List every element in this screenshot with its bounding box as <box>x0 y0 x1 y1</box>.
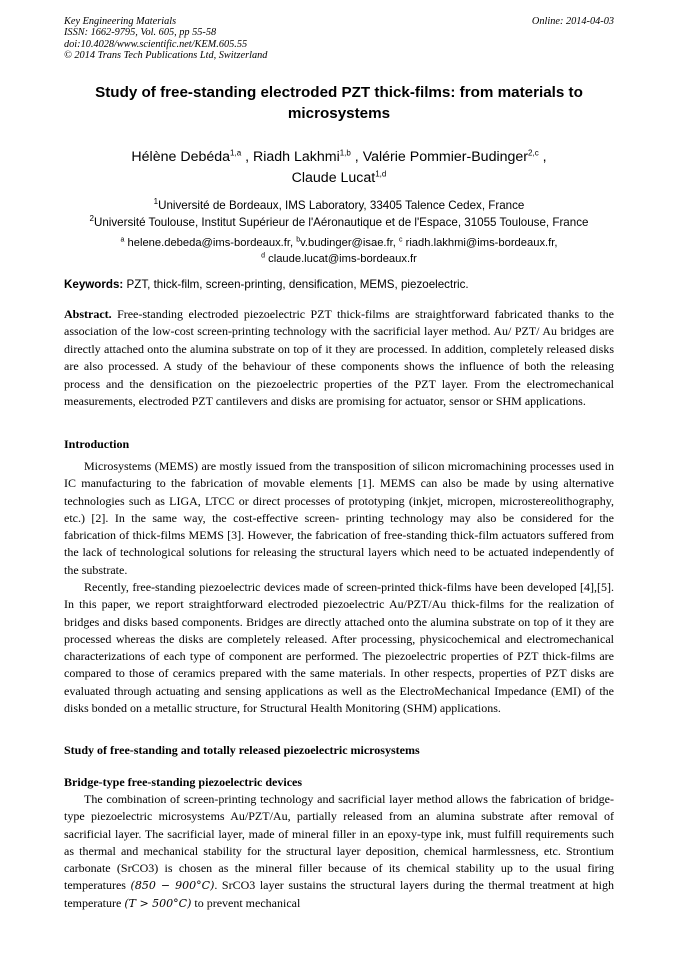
paragraph-text: to prevent mechanical <box>194 895 301 910</box>
author-name: Claude Lucat <box>291 170 376 186</box>
copyright-line: © 2014 Trans Tech Publications Ltd, Switzerland <box>64 50 268 62</box>
author-list: Hélène Debéda$^{1,a}$ , Riadh Lakhmi$^{1,b}$ , Valérie Pommier-Budinger$^{2,c}$ , Claude Lucat$^{1,d}$ <box>131 148 547 186</box>
abstract <box>64 306 614 410</box>
issn-line: ISSN: 1662-9795, Vol. 605, pp 55-58 <box>64 27 217 39</box>
journal-name: Key Engineering Materials <box>64 16 177 27</box>
author-name: Hélène Debéda <box>131 149 231 165</box>
email-sup: b <box>296 236 301 244</box>
author-sup: 2,c <box>528 148 539 158</box>
paragraph-text: The combination of screen-printing technology and sacrificial layer method allows the fabrication of bridge-type piezoelectric microsystems Au/PZT/Au, partially released from an alumina substrate after removal of sacrificial layer. The sacrificial layer, made of mineral filler in an epoxy-type ink, must fulfill requirements such as thermal and mechanical stability for the structural layer deposition, chemical harmlessness, etc. Strontium carbonate (SrCO3) is chosen as the mineral filler because of its chemical stability up to the usual firing temperatures <box>64 792 614 893</box>
section2-paragraph-1 <box>64 791 614 912</box>
author-sup: 1,b <box>339 148 351 158</box>
keywords-text: PZT, thick-film, screen-printing, densification, MEMS, piezoelectric. <box>126 278 469 291</box>
online-date: Online: 2014-04-03 <box>531 16 614 27</box>
math-expression: (850 − 900°C) <box>130 879 215 893</box>
email-address[interactable]: claude.lucat@ims-bordeaux.fr <box>268 252 417 265</box>
intro-paragraph-2: Recently, free-standing piezoelectric devices made of screen-printed thick-films have been developed [4],[5]. In this paper, we report straightforward electroded piezoelectric Au/PZT/Au thick-films for the realization of bridges and disks based components. Bridges are directly attached onto the alumina substrate on top of it they are processed whereas the disks are completely released. After processing, physicochemical and electromechanical characterizations of each type of component are performed. The piezoelectric properties of PZT thick-films are compared to those of ceramics prepared with the same materials. In other respects, properties of PZT disks are evaluated through actuating and sensing applications as well as the ElectroMechanical Impedance (EMI) of the disks bonded on a metallic structure, for Structural Health Monitoring (SHM) applications. <box>64 580 614 716</box>
paragraph-text: . SrCO3 layer sustains the structural layers during the thermal treatment at high temperature <box>64 878 614 910</box>
affiliation-text: Université de Bordeaux, IMS Laboratory, 33405 Talence Cedex, France <box>158 199 525 212</box>
email-sup: a <box>120 236 125 244</box>
affiliation-2 <box>40 215 638 230</box>
affiliation-1 <box>40 198 638 213</box>
affiliation-text: Université Toulouse, Institut Supérieur de l'Aéronautique et de l'Espace, 31055 Toulouse, France <box>93 216 589 229</box>
abstract-text: Free-standing electroded piezoelectric PZT thick-films are straightforward fabricated thanks to the association of the low-cost screen-printing technology with the sacrificial layer method. Au/ PZT/ Au bridges are directly attached onto the alumina substrate on top of it they are processed. In addition, completely released disks are also processed. A study of the behaviour of these components shows the influence of both the releasing process and the densification on the piezoelectric properties of the PZT layer. From the electromechanical measurements, electroded PZT cantilevers and disks are promising for actuator, sensor or SHM applications. <box>64 307 614 409</box>
math-expression: (T > 500°C) <box>124 896 192 910</box>
affiliation-sup: 1 <box>153 197 159 207</box>
email-list <box>64 236 614 267</box>
author-name: Valérie Pommier-Budinger <box>362 149 529 165</box>
abstract-label: Abstract. <box>64 307 112 321</box>
author-name: Riadh Lakhmi <box>252 149 340 165</box>
author-sup: 1,a <box>230 148 242 158</box>
email-address[interactable]: riadh.lakhmi@ims-bordeaux.fr, <box>405 237 558 249</box>
intro-paragraph-1: Microsystems (MEMS) are mostly issued from the transposition of silicon micromachining processes used in IC manufacturing to the fabrication of movable elements [1]. MEMS can also be made by using alternative technologies such as LIGA, LTCC or direct processes of prototyping (inkjet, micropen, microstereolithography, etc.) [2]. In the same way, the cost-effective screen- printing technology may also be considered for the fabrication of thick-films MEMS [3]. However, the fabrication of free-standing thick-film actuators suffered from the lack of technological solutions for releasing the structural layers which need to be actuated independently of the substrate. <box>64 459 614 577</box>
keywords <box>64 278 614 291</box>
author-sup: 1,d <box>375 169 387 179</box>
section-heading-2: Study of free-standing and totally released piezoelectric microsystems <box>64 743 420 757</box>
keywords-label: Keywords: <box>64 278 124 291</box>
journal-header <box>64 16 267 62</box>
doi-line: doi:10.4028/www.scientific.net/KEM.605.55 <box>64 38 248 50</box>
subsection-heading: Bridge-type free-standing piezoelectric devices <box>64 775 303 789</box>
email-sup: d <box>261 251 265 259</box>
email-sup: c <box>398 236 403 244</box>
section-heading-introduction: Introduction <box>64 437 130 451</box>
paper-title: Study of free-standing electroded PZT thick-films: from materials to microsystems <box>95 84 583 122</box>
email-address[interactable]: v.budinger@isae.fr, <box>300 237 396 249</box>
email-address[interactable]: helene.debeda@ims-bordeaux.fr, <box>127 237 294 249</box>
affiliation-sup: 2 <box>89 214 94 224</box>
